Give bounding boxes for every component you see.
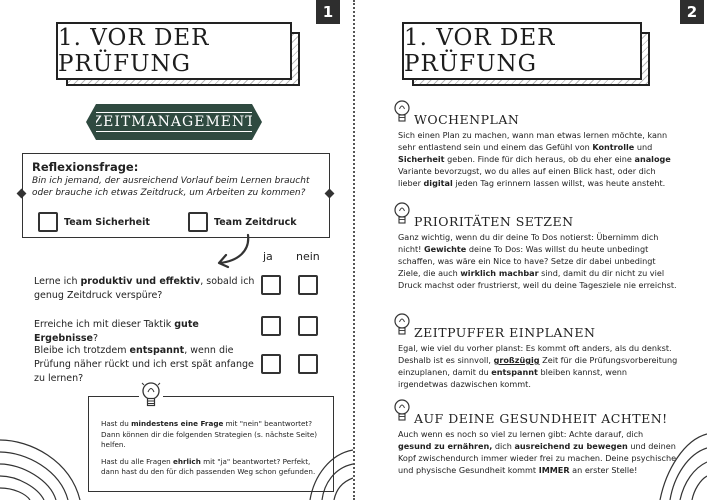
team-zeitdruck-label: Team Zeitdruck [214, 216, 297, 228]
answer-ja-checkbox[interactable] [261, 316, 281, 336]
section-wochenplan [398, 98, 678, 189]
question-text: Lerne ich produktiv und effektiv, sobald ich genug Zeitdruck verspüre? [34, 276, 255, 301]
lightbulb-icon [393, 311, 411, 341]
decorative-swirl [300, 440, 353, 500]
team-sicherheit-option[interactable] [38, 212, 150, 232]
lightbulb-icon [393, 98, 411, 128]
page-title: 1. VOR DER PRÜFUNG [404, 25, 556, 77]
team-zeitdruck-checkbox[interactable] [188, 212, 208, 232]
section-tag-label: ZEITMANAGEMENT [88, 112, 259, 132]
page-number-badge: 1 [316, 0, 340, 24]
curved-arrow-icon [214, 233, 256, 269]
section-text: Auch wenn es noch so viel zu lernen gibt: Achte darauf, dich gesund zu ernähren, dich ausreichend zu bewegen und deinen Kopf zwischendurch immer wieder frei zu machen. Deine psychische und physische Gesundheit kommt IMMER an erster Stelle! [398, 429, 677, 475]
question-text: Bleibe ich trotzdem entspannt, wenn die Prüfung näher rückt und ich erst spät anfange zu lernen? [34, 345, 254, 384]
section-prioritaeten [398, 200, 678, 291]
question-text: Erreiche ich mit dieser Taktik gute Ergebnisse? [34, 319, 199, 344]
page-number-badge: 2 [680, 0, 704, 24]
team-sicherheit-label: Team Sicherheit [64, 216, 150, 228]
team-sicherheit-checkbox[interactable] [38, 212, 58, 232]
left-page [0, 0, 353, 500]
question-row [34, 344, 334, 386]
decorative-swirl [0, 400, 90, 500]
section-heading: PRIORITÄTEN SETZEN [393, 200, 678, 230]
answer-nein-checkbox[interactable] [298, 316, 318, 336]
question-row [34, 316, 334, 346]
page-title-banner [56, 22, 292, 80]
section-text: Ganz wichtig, wenn du dir deine To Dos notierst: Übernimm dich nicht! Gewichte deine To Dos: Was willst du heute unbedingt schaffen, was wäre ein Nice to have? Setze dir dabei unbedingt Ziele, die auch wirklich machbar sind, damit du dir nicht zu viel Druck machst oder frustrierst, weil du deine Tagesziele nie erreichst. [398, 232, 677, 290]
section-heading: WOCHENPLAN [393, 98, 678, 128]
info-paragraph: Hast du alle Fragen ehrlich mit "ja" beantwortet? Perfekt, dann hast du den für dich passenden Weg schon gefunden. [101, 456, 316, 476]
section-tag [92, 104, 256, 140]
lightbulb-icon [393, 200, 411, 230]
page-title: 1. VOR DER PRÜFUNG [58, 25, 210, 77]
team-zeitdruck-option[interactable] [188, 212, 297, 232]
lightbulb-icon [393, 397, 411, 427]
answer-nein-checkbox[interactable] [298, 275, 318, 295]
banner-face [402, 22, 642, 80]
reflexion-title: Reflexionsfrage: [32, 160, 139, 174]
section-gesundheit [398, 397, 678, 476]
answer-ja-checkbox[interactable] [261, 354, 281, 374]
info-paragraph: Hast du mindestens eine Frage mit "nein" beantwortet? Dann können dir die folgenden Strategien (s. nächste Seite) helfen. [101, 419, 318, 449]
answer-ja-checkbox[interactable] [261, 275, 281, 295]
decorative-swirl [654, 430, 707, 500]
column-header-ja: ja [263, 250, 273, 263]
banner-face [56, 22, 292, 80]
page-title-banner [402, 22, 642, 80]
section-heading: AUF DEINE GESUNDHEIT ACHTEN! [393, 397, 678, 427]
info-box [88, 396, 334, 492]
reflexion-question: Bin ich jemand, der ausreichend Vorlauf beim Lernen braucht oder brauche ich etwas Zeitdruck, um Arbeiten zu kommen? [32, 176, 310, 198]
answer-nein-checkbox[interactable] [298, 354, 318, 374]
question-row [34, 275, 334, 303]
section-zeitpuffer [398, 311, 678, 390]
section-text: Egal, wie viel du vorher planst: Es kommt oft anders, als du denkst. Deshalb ist es sinnvoll, großzügig Zeit für die Prüfungsvorbereitung einzuplanen, damit du entspannt bleiben kannst, wenn irgendetwas dazwischen kommt. [398, 343, 678, 389]
column-header-nein: nein [296, 250, 320, 263]
lightbulb-icon [139, 380, 163, 412]
right-page [354, 0, 707, 500]
section-text: Sich einen Plan zu machen, wann man etwas lernen möchte, kann sehr entlastend sein und einem das Gefühl von Kontrolle und Sicherheit geben. Finde für dich heraus, ob du eher eine analoge Variante bevorzugst, wo du alles auf einen Blick hast, oder dich lieber digital jeden Tag erinnern lassen willst, was heute ansteht. [398, 130, 671, 188]
section-heading: ZEITPUFFER EINPLANEN [393, 311, 678, 341]
